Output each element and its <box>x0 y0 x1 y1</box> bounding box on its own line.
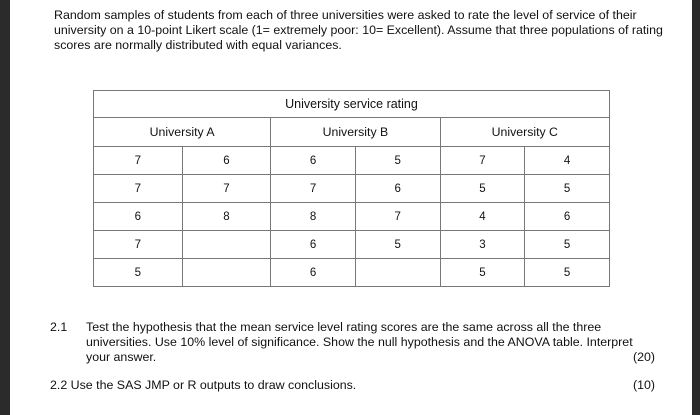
table-cell: 3 <box>440 231 525 259</box>
table-cell: 6 <box>355 175 440 203</box>
table-cell <box>182 231 271 259</box>
table-cell: 4 <box>440 203 525 231</box>
table-cell: 7 <box>94 231 183 259</box>
table-row <box>94 203 610 231</box>
table-cell: 6 <box>271 259 356 287</box>
table-row <box>94 175 610 203</box>
table-cell: 7 <box>94 147 183 175</box>
photo-left-edge <box>0 0 10 415</box>
table-cell: 8 <box>271 203 356 231</box>
question-text: 2.2 Use the SAS JMP or R outputs to draw conclusions. <box>50 378 357 392</box>
photo-right-edge <box>692 0 700 415</box>
table-cell: 6 <box>182 147 271 175</box>
table-cell: 5 <box>355 231 440 259</box>
group-header-c: University C <box>440 118 609 147</box>
table-cell: 6 <box>271 231 356 259</box>
table-cell: 5 <box>94 259 183 287</box>
table-cell: 6 <box>94 203 183 231</box>
table-cell: 7 <box>440 147 525 175</box>
table-cell: 5 <box>525 231 610 259</box>
table-cell: 8 <box>182 203 271 231</box>
question-number: 2.1 <box>50 320 68 334</box>
group-header-a: University A <box>94 118 271 147</box>
table-title: University service rating <box>94 91 610 118</box>
ratings-table <box>93 90 610 287</box>
table-cell: 5 <box>440 259 525 287</box>
question-text: Test the hypothesis that the mean service level rating scores are the same across all the three universities. Use 10% level of significance. Show the null hypothesis and the ANOVA table. Interpret your answer. <box>86 320 633 364</box>
question-marks: (20) <box>632 350 655 364</box>
table-cell: 5 <box>440 175 525 203</box>
table-cell: 7 <box>94 175 183 203</box>
table-cell: 7 <box>271 175 356 203</box>
question-marks: (10) <box>632 378 655 392</box>
table-cell <box>182 259 271 287</box>
table-cell: 4 <box>525 147 610 175</box>
problem-intro: Random samples of students from each of three universities were asked to rate the level of service of their university on a 10-point Likert scale (1= extremely poor: 10= Excellent). Assume that three populations of rating scores are normally distributed with equal variances. <box>54 8 663 52</box>
table-cell: 7 <box>182 175 271 203</box>
table-cell: 5 <box>355 147 440 175</box>
table-row <box>94 259 610 287</box>
table-cell: 6 <box>271 147 356 175</box>
table-cell: 5 <box>525 259 610 287</box>
table-header-row <box>94 118 610 147</box>
table-row <box>94 147 610 175</box>
table-cell: 5 <box>525 175 610 203</box>
table-row <box>94 231 610 259</box>
table-title-row <box>94 91 610 118</box>
group-header-b: University B <box>271 118 440 147</box>
table-cell: 7 <box>355 203 440 231</box>
table-cell <box>355 259 440 287</box>
table-cell: 6 <box>525 203 610 231</box>
